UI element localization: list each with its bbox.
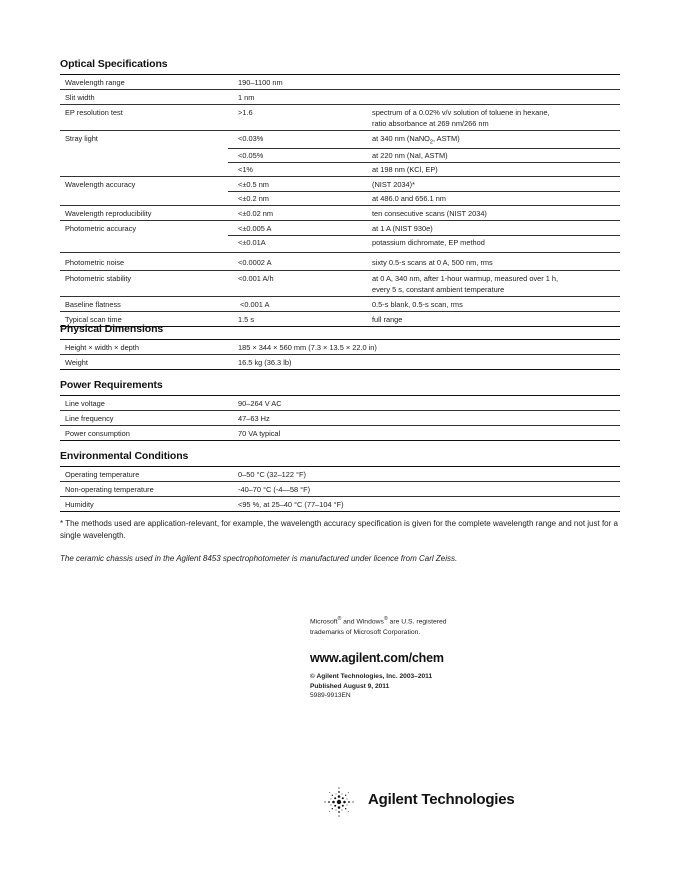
trademark-text: trademarks of Microsoft Corporation.: [310, 628, 421, 636]
table-row: [60, 163, 620, 177]
spec-note: 0.5-s blank, 0.5-s scan, rms: [367, 297, 620, 312]
table-row: [60, 75, 620, 90]
spec-value: 47–63 Hz: [228, 411, 620, 426]
spec-note: at 1 A (NIST 930e): [367, 221, 620, 236]
spec-label: Height × width × depth: [60, 340, 228, 355]
spec-label: Photometric accuracy: [60, 221, 228, 236]
spec-note: [367, 90, 620, 105]
spec-note: (NIST 2034)*: [367, 177, 620, 192]
table-row: [60, 340, 620, 355]
trademark-text: Microsoft: [310, 618, 338, 626]
table-row: [60, 411, 620, 426]
spec-label: Typical scan time: [60, 312, 228, 327]
spec-note: potassium dichromate, EP method: [367, 236, 620, 253]
agilent-logo-text: Agilent Technologies: [368, 791, 515, 808]
spec-label: Stray light: [60, 131, 228, 149]
spec-label: EP resolution test: [60, 105, 228, 131]
environmental-conditions-table: [60, 466, 620, 512]
spec-label: Power consumption: [60, 426, 228, 441]
spec-note: [367, 131, 620, 149]
spec-note-text: at 340 nm (NaNO: [372, 134, 430, 143]
spec-note-text: , ASTM): [432, 134, 460, 143]
table-row: [60, 105, 620, 131]
spec-value: <±0.01A: [228, 236, 367, 253]
spec-label: Wavelength accuracy: [60, 177, 228, 192]
spec-label: [60, 236, 228, 253]
table-row: [60, 482, 620, 497]
spec-label: Line voltage: [60, 396, 228, 411]
spec-label: Non-operating temperature: [60, 482, 228, 497]
spec-label: Wavelength reproducibility: [60, 206, 228, 221]
table-row: [60, 467, 620, 482]
spec-value: -40–70 °C (-4—58 °F): [228, 482, 620, 497]
spec-value: 70 VA typical: [228, 426, 620, 441]
table-row: [60, 149, 620, 163]
table-row: [60, 90, 620, 105]
spec-note: sixty 0.5-s scans at 0 A, 500 nm, rms: [367, 253, 620, 271]
power-requirements-table: [60, 395, 620, 441]
optical-specs-table: [60, 74, 620, 327]
spec-label: Photometric stability: [60, 271, 228, 297]
spec-note-line: at 0 A, 340 nm, after 1-hour warmup, measured over 1 h,: [372, 274, 559, 284]
spec-label: Photometric noise: [60, 253, 228, 271]
spec-value: <±0.5 nm: [228, 177, 367, 192]
copyright: © Agilent Technologies, Inc. 2003–2011: [310, 673, 433, 680]
spec-value: >1.6: [228, 105, 367, 131]
spec-note: at 220 nm (NaI, ASTM): [367, 149, 620, 163]
published-date: Published August 9, 2011: [310, 682, 390, 690]
table-row: [60, 497, 620, 512]
physical-dimensions-table: [60, 339, 620, 370]
table-row: [60, 221, 620, 236]
spec-note-line: spectrum of a 0.02% v/v solution of toluene in hexane,: [372, 108, 550, 117]
spec-note: at 198 nm (KCl, EP): [367, 163, 620, 177]
spec-note-subscript: 2: [429, 139, 433, 146]
spec-note-line: every 5 s, constant ambient temperature: [372, 285, 505, 295]
spec-note-line: ratio absorbance at 269 nm/266 nm: [372, 119, 489, 128]
spec-note: [367, 105, 620, 131]
spec-note: ten consecutive scans (NIST 2034): [367, 206, 620, 221]
table-row: [60, 206, 620, 221]
spec-value: <0.001 A/h: [228, 271, 367, 297]
registered-mark: ®: [337, 616, 342, 622]
spec-value: <1%: [228, 163, 367, 177]
spec-note: [367, 271, 620, 297]
spec-value: 1.5 s: [228, 312, 367, 327]
spec-value: <95 %, at 25–40 °C (77–104 °F): [228, 497, 620, 512]
spec-value: <±0.2 nm: [228, 192, 367, 206]
publication-info: [310, 672, 432, 701]
spec-value: <±0.005 A: [228, 221, 367, 236]
spec-value: <0.05%: [228, 149, 367, 163]
trademark-text: are U.S. registered: [387, 618, 447, 626]
spec-value: 16.5 kg (36.3 lb): [228, 355, 620, 370]
spec-value: <0.0002 A: [228, 253, 367, 271]
spec-label: Operating temperature: [60, 467, 228, 482]
table-row: [60, 426, 620, 441]
spec-label: [60, 149, 228, 163]
website-link[interactable]: www.agilent.com/chem: [310, 651, 444, 665]
table-row: [60, 297, 620, 312]
table-row: [60, 192, 620, 206]
table-row: [60, 236, 620, 253]
spec-value: 90–264 V AC: [228, 396, 620, 411]
table-row: [60, 131, 620, 149]
table-row: [60, 177, 620, 192]
footnote: * The methods used are application-relevant, for example, the wavelength accuracy specification is given for the complete wavelength range and not just for a single wavelength.: [60, 519, 618, 540]
spec-value: 1 nm: [228, 90, 367, 105]
spec-value: <0.03%: [228, 131, 367, 149]
spec-value: <0.001 A: [228, 297, 367, 312]
spec-value: 0–50 °C (32–122 °F): [228, 467, 620, 482]
spec-label: Line frequency: [60, 411, 228, 426]
optical-specs-heading: Optical Specifications: [60, 58, 168, 70]
trademark-notice: [310, 614, 510, 638]
spec-value: 185 × 344 × 560 mm (7.3 × 13.5 × 22.0 in): [228, 340, 620, 355]
agilent-spark-logo-icon: [322, 785, 356, 819]
spec-label: [60, 163, 228, 177]
spec-value: <±0.02 nm: [228, 206, 367, 221]
spec-value: 190–1100 nm: [228, 75, 367, 90]
trademark-text: and Windows: [341, 618, 384, 626]
physical-dimensions-heading: Physical Dimensions: [60, 323, 164, 335]
spec-label: Baseline flatness: [60, 297, 228, 312]
spec-label: Weight: [60, 355, 228, 370]
spec-note: [367, 75, 620, 90]
spec-label: Slit width: [60, 90, 228, 105]
spec-label: [60, 192, 228, 206]
table-row: [60, 271, 620, 297]
table-row: [60, 355, 620, 370]
chassis-note: The ceramic chassis used in the Agilent 8453 spectrophotometer is manufactured under licence from Carl Zeiss.: [60, 554, 458, 563]
publication-number: 5989-9913EN: [310, 692, 351, 699]
spec-note: full range: [367, 312, 620, 327]
table-row: [60, 253, 620, 271]
table-row: [60, 396, 620, 411]
spec-label: Humidity: [60, 497, 228, 512]
spec-label: Wavelength range: [60, 75, 228, 90]
power-requirements-heading: Power Requirements: [60, 379, 163, 391]
registered-mark: ®: [383, 616, 388, 622]
environmental-conditions-heading: Environmental Conditions: [60, 450, 189, 462]
spec-note: at 486.0 and 656.1 nm: [367, 192, 620, 206]
